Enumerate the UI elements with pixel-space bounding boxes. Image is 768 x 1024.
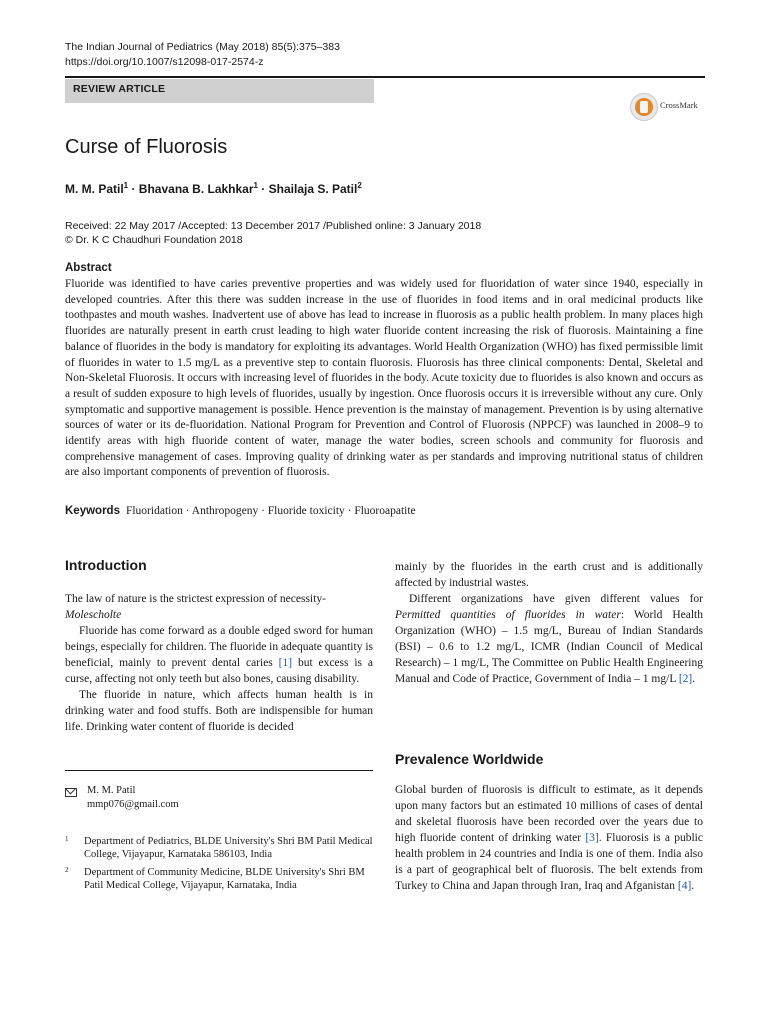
citation-link[interactable]: [4] [677,880,692,892]
introduction-body [65,591,373,735]
crossmark-label: CrossMark [660,100,698,110]
journal-citation: The Indian Journal of Pediatrics (May 2018) 85(5):375–383 [65,41,340,53]
affiliation-item [65,866,375,892]
citation-link[interactable]: [3] [585,832,599,844]
paragraph: Global burden of fluorosis is difficult to estimate, as it depends upon many factors but an estimated 10 millions of cases of dental and skeletal fluorosis have been recorded over the years due to high fluoride content of drinking water [3]. Fluorosis is a public health problem in 24 countries and India is one of them. India also is a part of geographical belt of fluorosis. The belt extends from Turkey to China and Japan through Iran, Iraq and Afganistan [4]. [395,784,703,892]
header-rule [65,76,705,78]
corresponding-email[interactable]: mmp076@gmail.com [87,799,179,810]
abstract-heading: Abstract [65,262,112,274]
section-heading-introduction: Introduction [65,557,147,573]
crossmark-button[interactable] [630,92,710,122]
article-title: Curse of Fluorosis [65,136,228,158]
epigraph: The law of nature is the strictest expression of necessity- Molescholte [65,593,326,621]
affiliation-text: Department of Pediatrics, BLDE University's Shri BM Patil Medical College, Vijayapur, Karnataka 586103, India [84,836,373,860]
citation-link[interactable]: [2] [678,673,693,685]
keywords-list: Fluoridation · Anthropogeny · Fluoride toxicity · Fluoroapatite [125,505,416,517]
crossmark-icon [630,93,658,121]
article-type-bar [65,79,374,103]
paragraph: Different organizations have given different values for Permitted quantities of fluorides in water: World Health Organization (WHO) – 1.5 mg/L, Bureau of Indian Standards (BSI) – 0.6 to 1.2 mg/L, ICMR (Indian Council of Medical Research) – 1 mg/L, The Committee on Public Health Engineering Manual and Code of Practice, Government of India – 1 mg/L [2]. [395,593,704,685]
correspondence-note [65,784,179,812]
author-name[interactable]: Shailaja S. Patil [268,182,358,196]
publication-dates: Received: 22 May 2017 /Accepted: 13 December 2017 /Published online: 3 January 2018 [65,220,482,232]
author-list [65,178,362,197]
corresponding-author: M. M. Patil [87,785,136,796]
author-separator: · [128,182,139,196]
epigraph-attribution: Molescholte [65,609,122,621]
keywords-label: Keywords [65,505,120,517]
doi-link[interactable]: https://doi.org/10.1007/s12098-017-2574-z [65,56,264,68]
affiliation-number: 2 [65,866,69,874]
paragraph: mainly by the fluorides in the earth crust and is additionally affected by industrial wastes. [395,561,703,589]
keywords-line [65,504,705,519]
prevalence-body [395,782,703,894]
paragraph: Fluoride has come forward as a double edged sword for human beings, especially for children. The fluoride in adequate quantity is beneficial, mainly to prevent dental caries [1] but excess is a curse, affecting not only teeth but also bones, causing disability. [65,625,373,685]
section-heading-prevalence: Prevalence Worldwide [395,751,544,767]
envelope-icon [65,788,77,797]
author-name[interactable]: Bhavana B. Lakhkar [138,182,254,196]
footnote-rule [65,770,373,771]
affiliation-number: 1 [65,835,69,843]
affiliation-item [65,835,375,861]
author-separator: · [257,182,269,196]
article-type-label: REVIEW ARTICLE [73,83,166,95]
citation-link[interactable]: [1] [278,657,293,669]
copyright-notice: © Dr. K C Chaudhuri Foundation 2018 [65,234,243,246]
introduction-continued [395,559,703,687]
affiliation-marker: 1 [123,181,129,190]
affiliation-marker: 1 [253,181,258,190]
affiliation-text: Department of Community Medicine, BLDE University's Shri BM Patil Medical College, Vijayapur, Karnataka, India [84,867,365,891]
author-name[interactable]: M. M. Patil [65,182,124,196]
paragraph: The fluoride in nature, which affects human health is in drinking water and food stuffs. Both are indispensible for human life. Drinking water content of fluoride is decided [65,689,373,733]
affiliation-marker: 2 [357,181,362,190]
abstract-text: Fluoride was identified to have caries preventive properties and was widely used for fluoridation of water since 1940, especially in developed countries. After this there was sudden increase in the use of fluorides in food items and in oral medicinal products like toothpastes and mouth washes. Inadvertent use of above has lead to increase in fluorosis as a public health problem. In many places high fluorides are naturally present in earth crust leading to high water fluoride content increasing the risk of fluorosis. Maintaining a fine balance of fluorides in the body is mandatory for exploiting its advantages. World Health Organization (WHO) has fixed permissible limit of fluorides in water to 1.5 mg/L as a preventive step to contain fluorosis. Fluorosis has three clinical components: Dental, Skeletal and Non-Skeletal Fluorosis. It occurs with increasing level of fluorides in the body. Acute toxicity due to fluorides is also known and occurs as a result of sudden exposure to high levels of fluorides, usually by ingestion. Once fluorosis occurs it is irreversible without any cure. Only symptomatic and supportive management is possible. Hence prevention is the mainstay of management. Prevention is by using alternative sources of water or its de-fluoridation. National Program for Prevention and Control of Fluorosis (NPPCF) was launched in 2008–9 to identify areas with high fluoride content of water, manage the water bodies, screen schools and community for fluorosis and comprehensive management of cases. Improving quality of drinking water as per standards and improving nutritional status of children are also important components of prevention of fluorosis. [65,278,703,479]
journal-header [65,40,340,70]
